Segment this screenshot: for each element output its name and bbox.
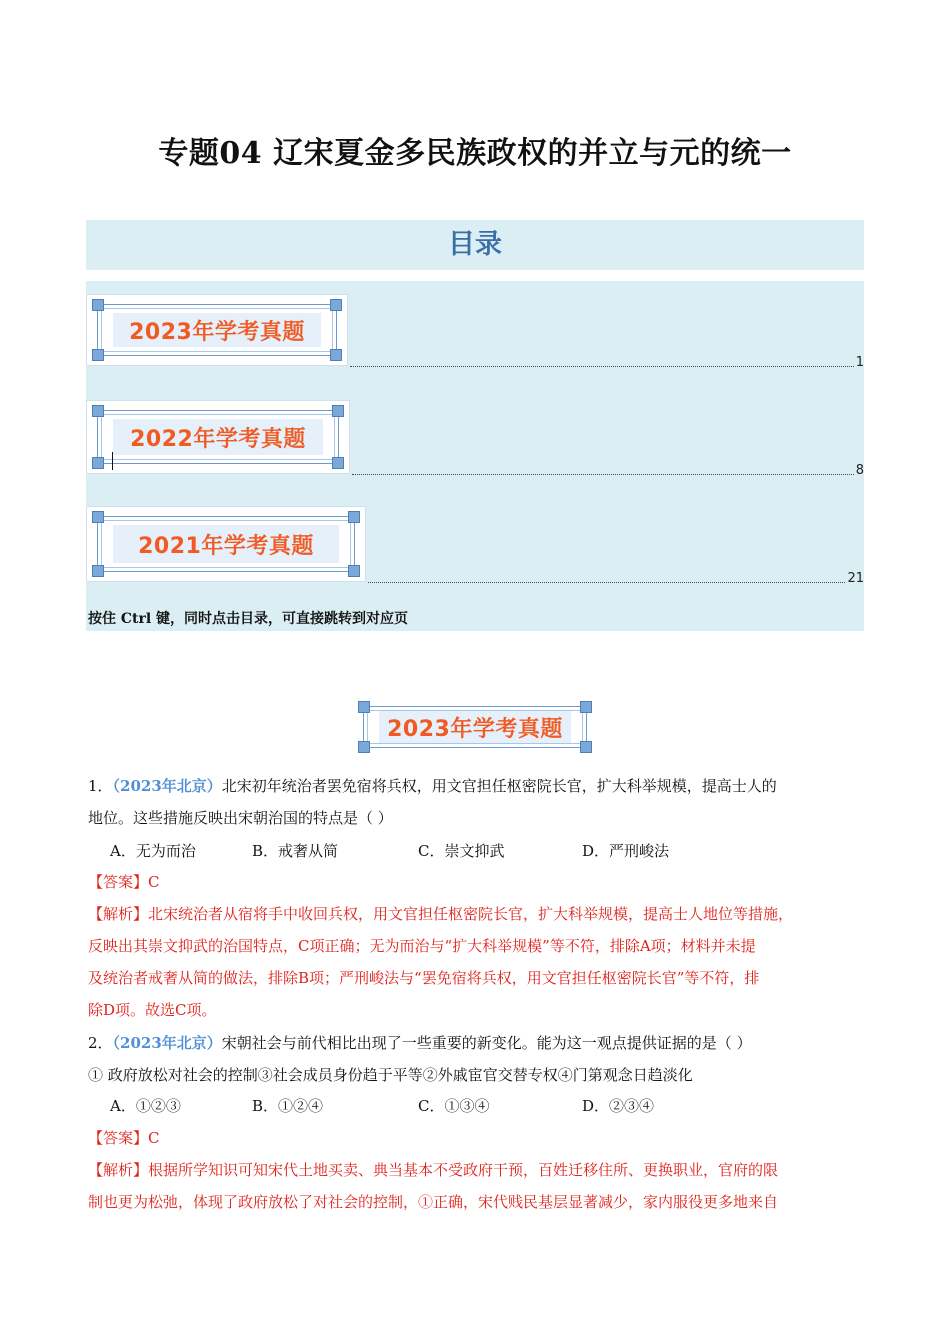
corner-ornament-icon xyxy=(92,565,104,577)
toc-entry-2-badge[interactable] xyxy=(86,400,350,474)
question-source: （2023年北京） xyxy=(112,777,222,795)
toc-entry-3-label: 2021年学考真题 xyxy=(138,533,314,559)
corner-ornament-icon xyxy=(348,511,360,523)
question-text: 北宋初年统治者罢免宿将兵权，用文官担任枢密院长官，扩大科举规模，提高士人的 xyxy=(221,777,777,795)
question-2-statements: ① 政府放松对社会的控制③社会成员身份趋于平等②外戚宦官交替专权④门第观念日趋淡化 xyxy=(88,1066,693,1084)
option-c: C．①③④ xyxy=(418,1097,490,1115)
corner-ornament-icon xyxy=(580,701,592,713)
page-title: 专题04 辽宋夏金多民族政权的并立与元的统一 xyxy=(158,136,792,171)
toc-entry-2-label: 2022年学考真题 xyxy=(130,426,306,452)
section-badge-label: 2023年学考真题 xyxy=(387,716,563,742)
corner-ornament-icon xyxy=(92,405,104,417)
corner-ornament-icon xyxy=(92,349,104,361)
analysis-line: 及统治者戒奢从简的做法，排除B项；严刑峻法与“罢免宿将兵权，用文官担任枢密院长官”等不符，排 xyxy=(88,969,760,987)
dot-leader xyxy=(368,582,845,583)
toc-entry-1-page: 1 xyxy=(855,355,864,370)
corner-ornament-icon xyxy=(330,299,342,311)
analysis-line: 【解析】北宋统治者从宿将手中收回兵权，用文官担任枢密院长官，扩大科举规模，提高士人地位等措施， xyxy=(88,905,794,923)
answer: 【答案】C xyxy=(88,873,160,891)
text-cursor xyxy=(112,452,113,470)
toc-entry-3-leader[interactable] xyxy=(368,570,864,586)
option-b: B．戒奢从简 xyxy=(252,842,339,860)
question-1-stem xyxy=(88,776,777,796)
corner-ornament-icon xyxy=(92,457,104,469)
answer: 【答案】C xyxy=(88,1129,160,1147)
dot-leader xyxy=(350,366,854,367)
dot-leader xyxy=(352,474,854,475)
corner-ornament-icon xyxy=(358,741,370,753)
option-b: B．①②④ xyxy=(252,1097,324,1115)
option-a: A．无为而治 xyxy=(110,842,196,860)
option-d: D．严刑峻法 xyxy=(582,842,670,860)
question-2-stem xyxy=(88,1033,752,1053)
analysis-line: 【解析】根据所学知识可知宋代土地买卖、典当基本不受政府干预，百姓迁移住所、更换职业，官府的限 xyxy=(88,1161,779,1179)
analysis-line: 反映出其崇文抑武的治国特点，C项正确；无为而治与“扩大科举规模”等不符，排除A项；材料并未提 xyxy=(88,937,756,955)
option-a: A．①②③ xyxy=(110,1097,181,1115)
corner-ornament-icon xyxy=(92,299,104,311)
toc-entry-1-label: 2023年学考真题 xyxy=(129,319,305,345)
question-source: （2023年北京） xyxy=(112,1034,222,1052)
toc-hint: 按住 Ctrl 键，同时点击目录，可直接跳转到对应页 xyxy=(88,611,409,627)
option-d: D．②③④ xyxy=(582,1097,655,1115)
toc-heading: 目录 xyxy=(86,220,864,270)
option-c: C．崇文抑武 xyxy=(418,842,505,860)
analysis-line: 制也更为松弛，体现了政府放松了对社会的控制，①正确，宋代贱民基层显著减少，家内服役更多地来自 xyxy=(88,1193,779,1211)
corner-ornament-icon xyxy=(348,565,360,577)
toc-entry-3-page: 21 xyxy=(847,571,864,586)
question-text: 宋朝社会与前代相比出现了一些重要的新变化。能为这一观点提供证据的是（ ） xyxy=(221,1034,752,1052)
section-badge xyxy=(352,696,598,758)
question-number: 1． xyxy=(88,777,113,795)
toc-entry-2-leader[interactable] xyxy=(352,462,864,478)
corner-ornament-icon xyxy=(92,511,104,523)
corner-ornament-icon xyxy=(332,457,344,469)
corner-ornament-icon xyxy=(332,405,344,417)
toc-entry-3-badge[interactable] xyxy=(86,506,366,582)
corner-ornament-icon xyxy=(580,741,592,753)
analysis-line: 除D项。故选C项。 xyxy=(88,1001,217,1019)
toc-entry-1-badge[interactable] xyxy=(86,294,348,366)
corner-ornament-icon xyxy=(358,701,370,713)
toc-entry-2-page: 8 xyxy=(855,463,864,478)
question-1-stem-cont: 地位。这些措施反映出宋朝治国的特点是（ ） xyxy=(88,809,393,827)
question-number: 2． xyxy=(88,1034,113,1052)
corner-ornament-icon xyxy=(330,349,342,361)
toc-entry-1-leader[interactable] xyxy=(350,354,864,370)
